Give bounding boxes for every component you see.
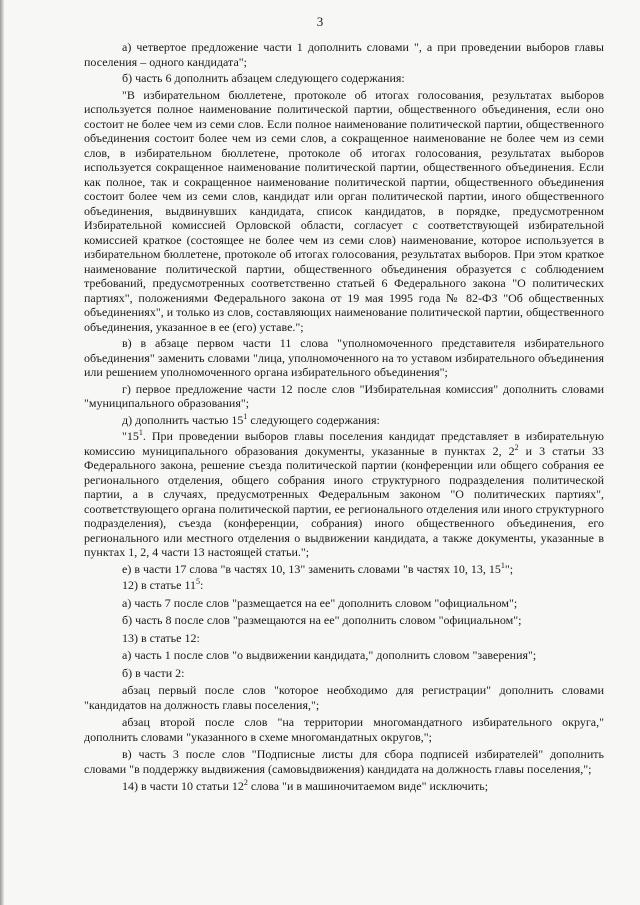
page-number: 3 bbox=[316, 14, 324, 29]
superscript: 1 bbox=[138, 428, 143, 437]
paragraph-text: е) в части 17 слова "в частях 10, 13" заменить словами "в частях 10, 13, 15 bbox=[122, 561, 501, 576]
paragraph-text: 12) в статье 11 bbox=[122, 578, 196, 592]
paragraph bbox=[84, 578, 604, 593]
paragraph-text: : bbox=[200, 578, 204, 592]
scan-edge bbox=[0, 0, 4, 905]
paragraph-text: и 3 статьи 33 Федерального закона, решение съезда политической партии (конференции или общего собрания ее регионального отделения, общего собрания иного структурного подразделения политической партии, а в случаях, предусмотренных Федеральным законом "О политических партиях", соответствующего органа политической партии, ее регионального отделения или иного структурного подразделения), съезда (конференции, собрания) иного общественного объединения, его регионального или местного отделения о выдвижении кандидата, а также документы, указанные в пунктах 1, 2, 4 части 13 настоящей статьи."; bbox=[84, 443, 604, 559]
paragraph-text: 14) в части 10 статьи 12 bbox=[122, 779, 244, 793]
paragraph-text: д) дополнить частью 15 bbox=[122, 412, 244, 427]
paragraph-text: "; bbox=[504, 561, 514, 576]
superscript: 5 bbox=[196, 577, 200, 586]
paragraph: б) в части 2: bbox=[122, 665, 185, 680]
paragraph bbox=[84, 413, 604, 428]
superscript: 1 bbox=[243, 411, 248, 421]
paragraph-text: "15 bbox=[122, 429, 139, 443]
paragraph-text: . При проведении выборов главы поселения кандидат представляет в избирательную комиссию муниципального образования документы, указанные в пунктах 2, 2 bbox=[84, 429, 604, 458]
paragraph: абзац первый после слов "которое необходимо для регистрации" дополнить словами "кандидатов на должность главы поселения,"; bbox=[84, 683, 604, 712]
paragraph: абзац второй после слов "на территории многомандатного избирательного округа," дополнить словами "указанного в схеме многомандатных округов,"; bbox=[84, 715, 604, 744]
paragraph bbox=[84, 562, 604, 577]
paragraph: "В избирательном бюллетене, протоколе об итогах голосования, результатах выборов используется полное наименование политической партии, общественного объединения, если оно состоит не более чем из семи слов. Если полное наименование политической партии, общественного объединения состоит более чем из семи слов, а сокращенное наименование не более чем из семи слов, в избирательном бюллетене, протоколе об итогах голосования, результатах выборов используется сокращенное наименование политической партии, общественного объединения. Если как полное, так и сокращенное наименование политической партии, общественного объединения состоит более чем из семи слов, кандидат или орган политической партии, иного общественного объединения, выдвинувших кандидата, список кандидатов, в порядке, предусмотренном Избирательной комиссией Орловской области, согласует с соответствующей избирательной комиссией краткое (состоящее не более чем из семи слов) наименование, которое используется в избирательном бюллетене, протоколе об итогах голосования, результатах выборов. При этом краткое наименование политической партии, общественного объединения образуется с соблюдением требований, предусмотренных соответственно статьей 6 Федерального закона "О политических партиях", положениями Федерального закона от 19 мая 1995 года № 82-ФЗ "Об общественных объединениях", и только из слов, составляющих наименование политической партии, общественного объединения, указанное в ее (его) уставе."; bbox=[84, 87, 604, 334]
paragraph: 13) в статье 12: bbox=[122, 630, 200, 645]
paragraph: г) первое предложение части 12 после слов "Избирательная комиссия" дополнить словами "муниципального образования"; bbox=[84, 381, 604, 410]
superscript: 2 bbox=[243, 778, 248, 787]
paragraph: а) часть 1 после слов "о выдвижении кандидата," дополнить словом "заверения"; bbox=[122, 648, 537, 662]
paragraph bbox=[84, 779, 604, 794]
paragraph: а) четвертое предложение части 1 дополнить словами ", а при проведении выборов главы поселения – одного кандидата"; bbox=[84, 40, 604, 69]
document-body bbox=[84, 40, 604, 796]
paragraph: а) часть 7 после слов "размещается на ее" дополнить словом "официальном"; bbox=[122, 595, 518, 610]
paragraph-text: слова "и в машиночитаемом виде" исключить; bbox=[247, 779, 489, 793]
paragraph: в) в абзаце первом части 11 слова "уполномоченного представителя избирательного объединения" заменить словами "лица, уполномоченного на то уставом избирательного объединения или решением уполномоченного органа избирательного объединения"; bbox=[84, 336, 604, 379]
paragraph-text: следующего содержания: bbox=[247, 412, 380, 427]
paragraph: в) часть 3 после слов "Подписные листы для сбора подписей избирателей" дополнить словами "в поддержку выдвижения (самовыдвижения) кандидата на должность главы поселения,"; bbox=[84, 747, 604, 776]
paragraph: б) часть 6 дополнить абзацем следующего содержания: bbox=[122, 71, 405, 85]
superscript: 1 bbox=[500, 560, 505, 570]
superscript: 2 bbox=[514, 442, 519, 452]
paragraph: б) часть 8 после слов "размещаются на ее" дополнить словом "официальном"; bbox=[122, 613, 522, 627]
paragraph bbox=[84, 429, 604, 560]
